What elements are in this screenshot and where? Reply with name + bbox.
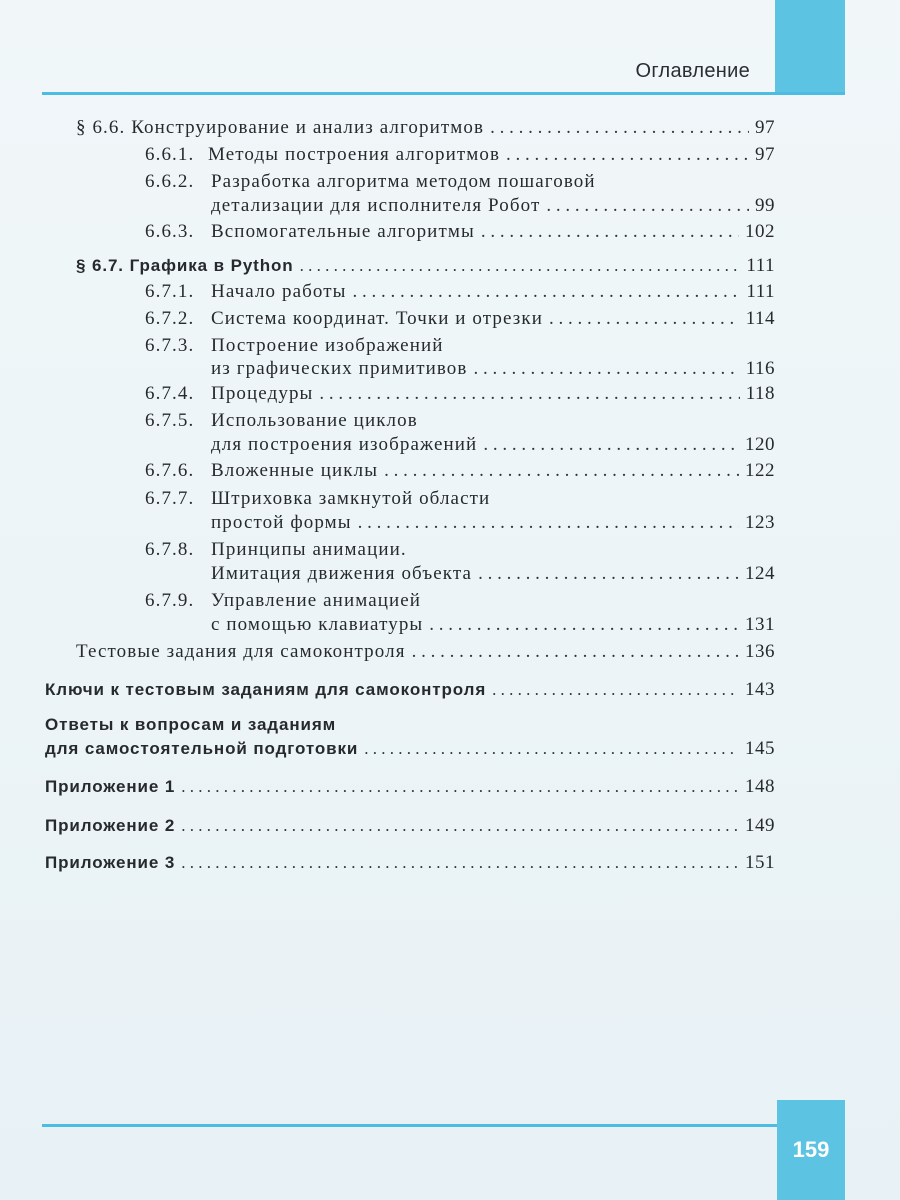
toc-entry-page: 114	[745, 308, 775, 329]
toc-entry-title-line: Использование циклов	[211, 410, 418, 431]
toc-entry-page: 118	[745, 383, 775, 404]
toc-leader-dots	[181, 813, 739, 839]
toc-leader-dots	[358, 510, 739, 536]
toc-entry-title-line: Имитация движения объекта	[211, 563, 473, 584]
toc-entry-title-line: для построения изображений	[211, 434, 478, 455]
toc-entry-number: 6.7.1.	[145, 281, 195, 302]
toc-leader-dots	[364, 736, 739, 762]
toc-entry-title: Система координат. Точки и отрезки	[211, 308, 543, 329]
toc-leader-dots	[429, 612, 739, 638]
toc-entry-title-line: Построение изображений	[211, 335, 444, 356]
toc-entry-title-line: Управление анимацией	[211, 590, 422, 611]
toc-entry-title: Приложение 2	[45, 816, 176, 835]
toc-entry-title: Графика в Python	[129, 256, 294, 275]
toc-entry-page: 123	[745, 512, 775, 533]
toc-entry-title: Ключи к тестовым заданиям для самоконтроля	[45, 680, 487, 699]
toc-leader-dots	[412, 639, 739, 665]
toc-entry-title-line: Принципы анимации.	[211, 539, 407, 560]
toc-leader-dots	[473, 356, 739, 382]
toc-entry-page: 97	[755, 117, 775, 138]
toc-entry-page: 122	[745, 460, 775, 481]
toc-entry-number: 6.7.5.	[145, 410, 195, 431]
toc-entry-page: 120	[745, 434, 775, 455]
toc-entry-page: 131	[745, 614, 775, 635]
toc-leader-dots	[353, 279, 741, 305]
toc-entry-page: 136	[745, 641, 775, 662]
toc-leader-dots	[483, 432, 739, 458]
toc-entry-page: 124	[745, 563, 775, 584]
toc-entry-page: 145	[745, 738, 775, 759]
toc-entry-title: Приложение 3	[45, 853, 176, 872]
toc-entry-title-line: Штриховка замкнутой области	[211, 488, 491, 509]
toc-entry-title-line: простой формы	[211, 512, 352, 533]
toc-entry-title: Начало работы	[211, 281, 347, 302]
page-number: 159	[792, 1137, 830, 1162]
toc-leader-dots	[384, 458, 739, 484]
toc-leader-dots	[490, 115, 749, 141]
toc-entry-page: 148	[745, 776, 775, 797]
toc-entry-page: 149	[745, 815, 775, 836]
toc-entry-number: 6.6.1.	[145, 144, 195, 165]
toc-entry-title-line: детализации для исполнителя Робот	[211, 195, 541, 216]
toc-entry-title: Процедуры	[211, 383, 314, 404]
footer-rule	[42, 1124, 777, 1127]
toc-entry-title: Тестовые задания для самоконтроля	[76, 641, 406, 662]
toc-entry-page: 111	[746, 281, 775, 302]
toc-entry-number: 6.7.6.	[145, 460, 195, 481]
toc-entry-number: § 6.7.	[76, 256, 124, 275]
toc-entry-number: 6.7.7.	[145, 488, 195, 509]
toc-entry-number: 6.7.9.	[145, 590, 195, 611]
toc-leader-dots	[481, 219, 739, 245]
toc-leader-dots	[549, 306, 740, 332]
toc-leader-dots	[181, 850, 739, 876]
toc-leader-dots	[492, 677, 739, 703]
toc-entry-number: 6.7.8.	[145, 539, 195, 560]
toc-entry-number: 6.7.3.	[145, 335, 195, 356]
toc-leader-dots	[546, 193, 749, 219]
toc-entry-title-line: из графических примитивов	[211, 358, 468, 379]
toc-entry-page: 97	[755, 144, 775, 165]
toc-entry-number: 6.6.3.	[145, 221, 195, 242]
toc-entry-title: Методы построения алгоритмов	[208, 144, 501, 165]
toc-entry-page: 111	[746, 255, 775, 276]
toc-entry-title: Приложение 1	[45, 777, 176, 796]
toc-leader-dots	[478, 561, 739, 587]
header-title: Оглавление	[635, 60, 750, 82]
toc-entry-page: 102	[745, 221, 775, 242]
toc-entry-page: 143	[745, 679, 775, 700]
toc-leader-dots	[181, 774, 739, 800]
toc-entry-number: 6.6.2.	[145, 171, 195, 192]
toc-entry-number: 6.7.4.	[145, 383, 195, 404]
toc-leader-dots	[319, 381, 739, 407]
toc-entry-title: Вспомогательные алгоритмы	[211, 221, 475, 242]
toc-entry-page: 116	[745, 358, 775, 379]
toc-entry-page: 151	[745, 852, 775, 873]
toc-entry-title: Вложенные циклы	[211, 460, 379, 481]
toc-entry-number: § 6.6.	[76, 117, 126, 138]
toc-entry-title-line: Разработка алгоритма методом пошаговой	[211, 171, 596, 192]
toc-leader-dots	[506, 142, 749, 168]
toc-entry-title: Конструирование и анализ алгоритмов	[131, 117, 485, 138]
toc-entry-title-line: с помощью клавиатуры	[211, 614, 424, 635]
toc-entry-number: 6.7.2.	[145, 308, 195, 329]
toc-leader-dots	[300, 253, 741, 279]
toc-entry-page: 99	[755, 195, 775, 216]
toc-entry-title-line: Ответы к вопросам и заданиям	[45, 715, 337, 734]
toc-entry-title-line: для самостоятельной подготовки	[45, 739, 359, 758]
